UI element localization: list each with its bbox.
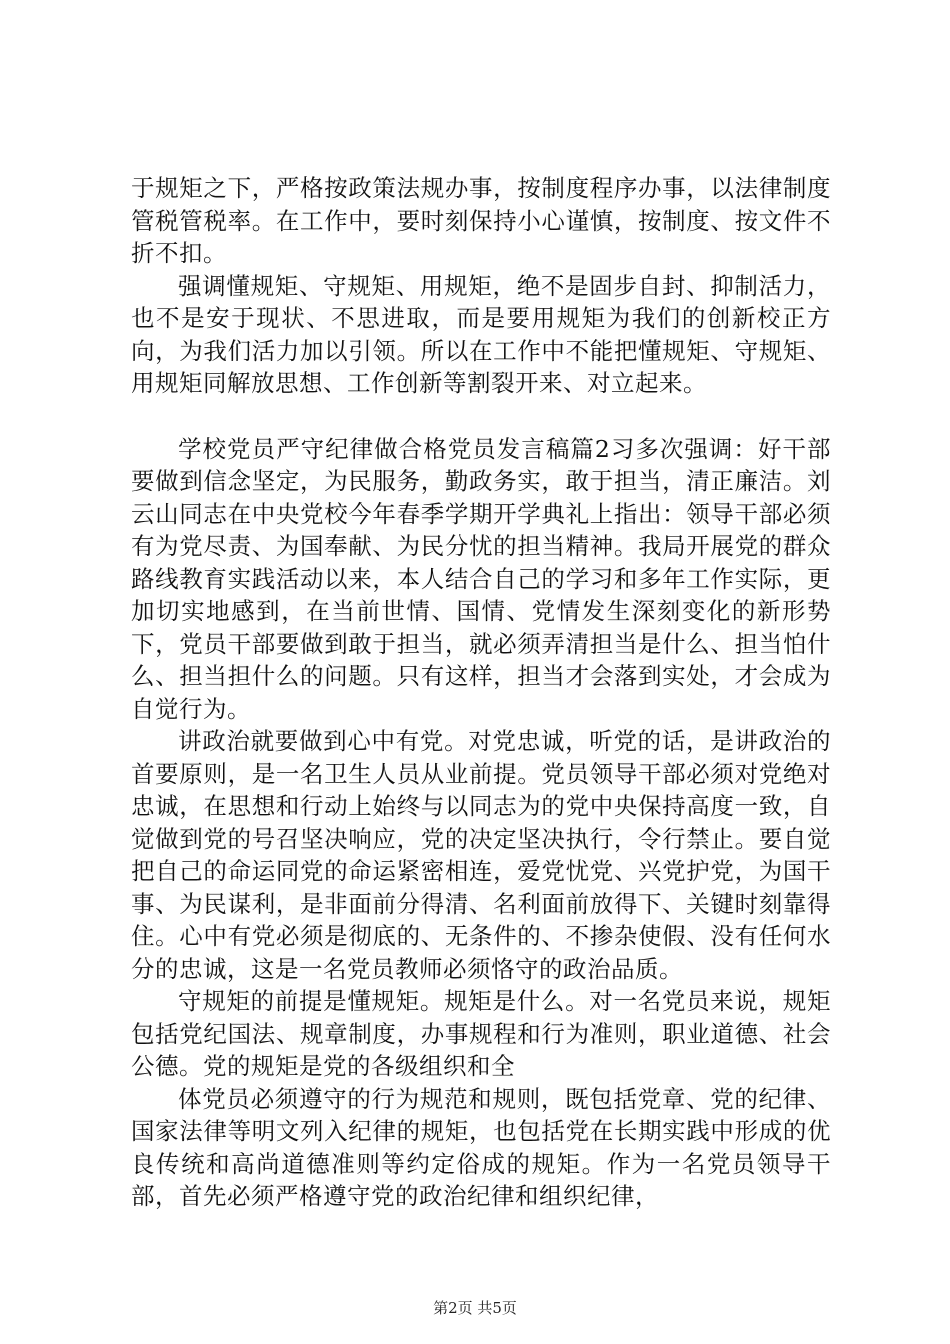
paragraph-4: 讲政治就要做到心中有党。对党忠诚，听党的话，是讲政治的首要原则，是一名卫生人员从业前提。党员领导干部必须对党绝对忠诚，在思想和行动上始终与以同志为的党中央保持高度一致，自觉做到党的号召坚决响应，党的决定坚决执行，令行禁止。要自觉把自己的命运同党的命运紧密相连，爱党忧党、兴党护党，为国干事、为民谋利，是非面前分得清、名利面前放得下、关键时刻靠得住。心中有党必须是彻底的、无条件的、不掺杂使假、没有任何水分的忠诚，这是一名党员教师必须恪守的政治品质。 (131, 727, 831, 983)
paragraph-3: 学校党员严守纪律做合格党员发言稿篇2习多次强调：好干部要做到信念坚定，为民服务，勤政务实，敢于担当，清正廉洁。刘云山同志在中央党校今年春季学期开学典礼上指出：领导干部必须有为党尽责、为国奉献、为民分忧的担当精神。我局开展党的群众路线教育实践活动以来，本人结合自己的学习和多年工作实际，更加切实地感到，在当前世情、国情、党情发生深刻变化的新形势下，党员干部要做到敢于担当，就必须弄清担当是什么、担当怕什么、担当担什么的问题。只有这样，担当才会落到实处，才会成为自觉行为。 (131, 434, 831, 723)
page-number-footer: 第2页 共5页 (433, 1299, 517, 1317)
paragraph-2: 强调懂规矩、守规矩、用规矩，绝不是固步自封、抑制活力，也不是安于现状、不思进取，而是要用规矩为我们的创新校正方向，为我们活力加以引领。所以在工作中不能把懂规矩、守规矩、用规矩同解放思想、工作创新等割裂开来、对立起来。 (131, 271, 831, 397)
paragraph-1: 于规矩之下，严格按政策法规办事，按制度程序办事，以法律制度管税管税率。在工作中，要时刻保持小心谨慎，按制度、按文件不折不扣。 (131, 174, 831, 267)
paragraph-6: 体党员必须遵守的行为规范和规则，既包括党章、党的纪律、国家法律等明文列入纪律的规矩，也包括党在长期实践中形成的优良传统和高尚道德准则等约定俗成的规矩。作为一名党员领导干部，首先必须严格遵守党的政治纪律和组织纪律， (131, 1084, 831, 1210)
paragraph-5: 守规矩的前提是懂规矩。规矩是什么。对一名党员来说，规矩包括党纪国法、规章制度，办事规程和行为准则，职业道德、社会公德。党的规矩是党的各级组织和全 (131, 987, 831, 1080)
paragraph-spacer (131, 400, 831, 433)
document-body (131, 172, 831, 1213)
